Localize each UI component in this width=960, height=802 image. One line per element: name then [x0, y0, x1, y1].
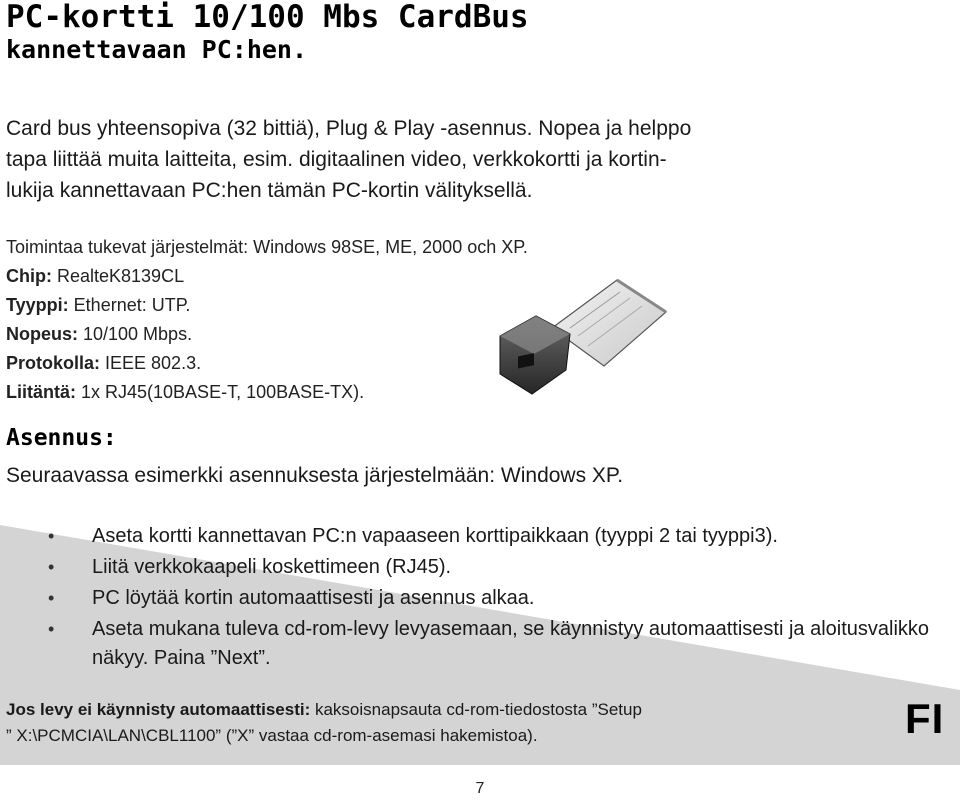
spec-value: IEEE 802.3. [100, 353, 202, 373]
intro-paragraph [6, 113, 906, 206]
spec-connector [6, 378, 528, 407]
page-title [6, 0, 529, 66]
bullet-icon: • [48, 557, 55, 577]
spec-label: Protokolla: [6, 353, 101, 373]
list-item [48, 584, 953, 613]
note-label: Jos levy ei käynnisty automaattisesti: [6, 700, 311, 719]
list-item [48, 553, 953, 582]
spec-value: 10/100 Mbps. [78, 324, 193, 344]
title-line-1: PC-kortti 10/100 Mbs CardBus [6, 0, 529, 35]
pc-card-photo-icon [492, 270, 672, 405]
spec-list [6, 233, 528, 407]
note-line-2: ” X:\PCMCIA\LAN\CBL1100” (”X” vastaa cd-rom-asemasi hakemistoa). [6, 726, 538, 745]
spec-label: Chip: [6, 266, 52, 286]
spec-speed [6, 320, 528, 349]
spec-label: Liitäntä: [6, 382, 76, 402]
step-text: Liitä verkkokaapeli koskettimeen (RJ45). [92, 556, 452, 578]
os-support-line: Toimintaa tukevat järjestelmät: Windows 98SE, ME, 2000 och XP. [6, 237, 528, 257]
language-code: FI [905, 695, 945, 742]
note-line-1: kaksoisnapsauta cd-rom-tiedostosta ”Setup [310, 700, 642, 719]
list-item [48, 522, 953, 551]
spec-label: Tyyppi: [6, 295, 69, 315]
install-heading: Asennus: [6, 425, 117, 451]
autorun-note [6, 697, 766, 749]
intro-line-3: lukija kannettavaan PC:hen tämän PC-kortin välityksellä. [6, 179, 533, 202]
spec-type [6, 291, 528, 320]
list-item [48, 615, 953, 673]
step-text: Aseta mukana tuleva cd-rom-levy levyasemaan, se käynnistyy automaattisesti ja aloitusvalikko näkyy. Paina ”Next”. [92, 618, 930, 669]
intro-line-1: Card bus yhteensopiva (32 bittiä), Plug & Play -asennus. Nopea ja helppo [6, 117, 692, 140]
install-subtitle: Seuraavassa esimerkki asennuksesta järjestelmään: Windows XP. [6, 464, 624, 487]
title-line-2: kannettavaan PC:hen. [6, 35, 308, 64]
spec-chip [6, 262, 528, 291]
bullet-icon: • [48, 619, 55, 639]
bullet-icon: • [48, 526, 55, 546]
spec-value: 1x RJ45(10BASE-T, 100BASE-TX). [76, 382, 365, 402]
bullet-icon: • [48, 588, 55, 608]
install-steps [48, 522, 953, 675]
intro-line-2: tapa liittää muita laitteita, esim. digitaalinen video, verkkokortti ja kortin- [6, 148, 667, 171]
step-text: Aseta kortti kannettavan PC:n vapaaseen korttipaikkaan (tyyppi 2 tai tyyppi3). [92, 525, 778, 547]
page-number: 7 [475, 780, 485, 797]
step-text: PC löytää kortin automaattisesti ja asennus alkaa. [92, 587, 535, 609]
spec-label: Nopeus: [6, 324, 78, 344]
spec-value: RealteK8139CL [51, 266, 185, 286]
spec-protocol [6, 349, 528, 378]
spec-value: Ethernet: UTP. [68, 295, 191, 315]
